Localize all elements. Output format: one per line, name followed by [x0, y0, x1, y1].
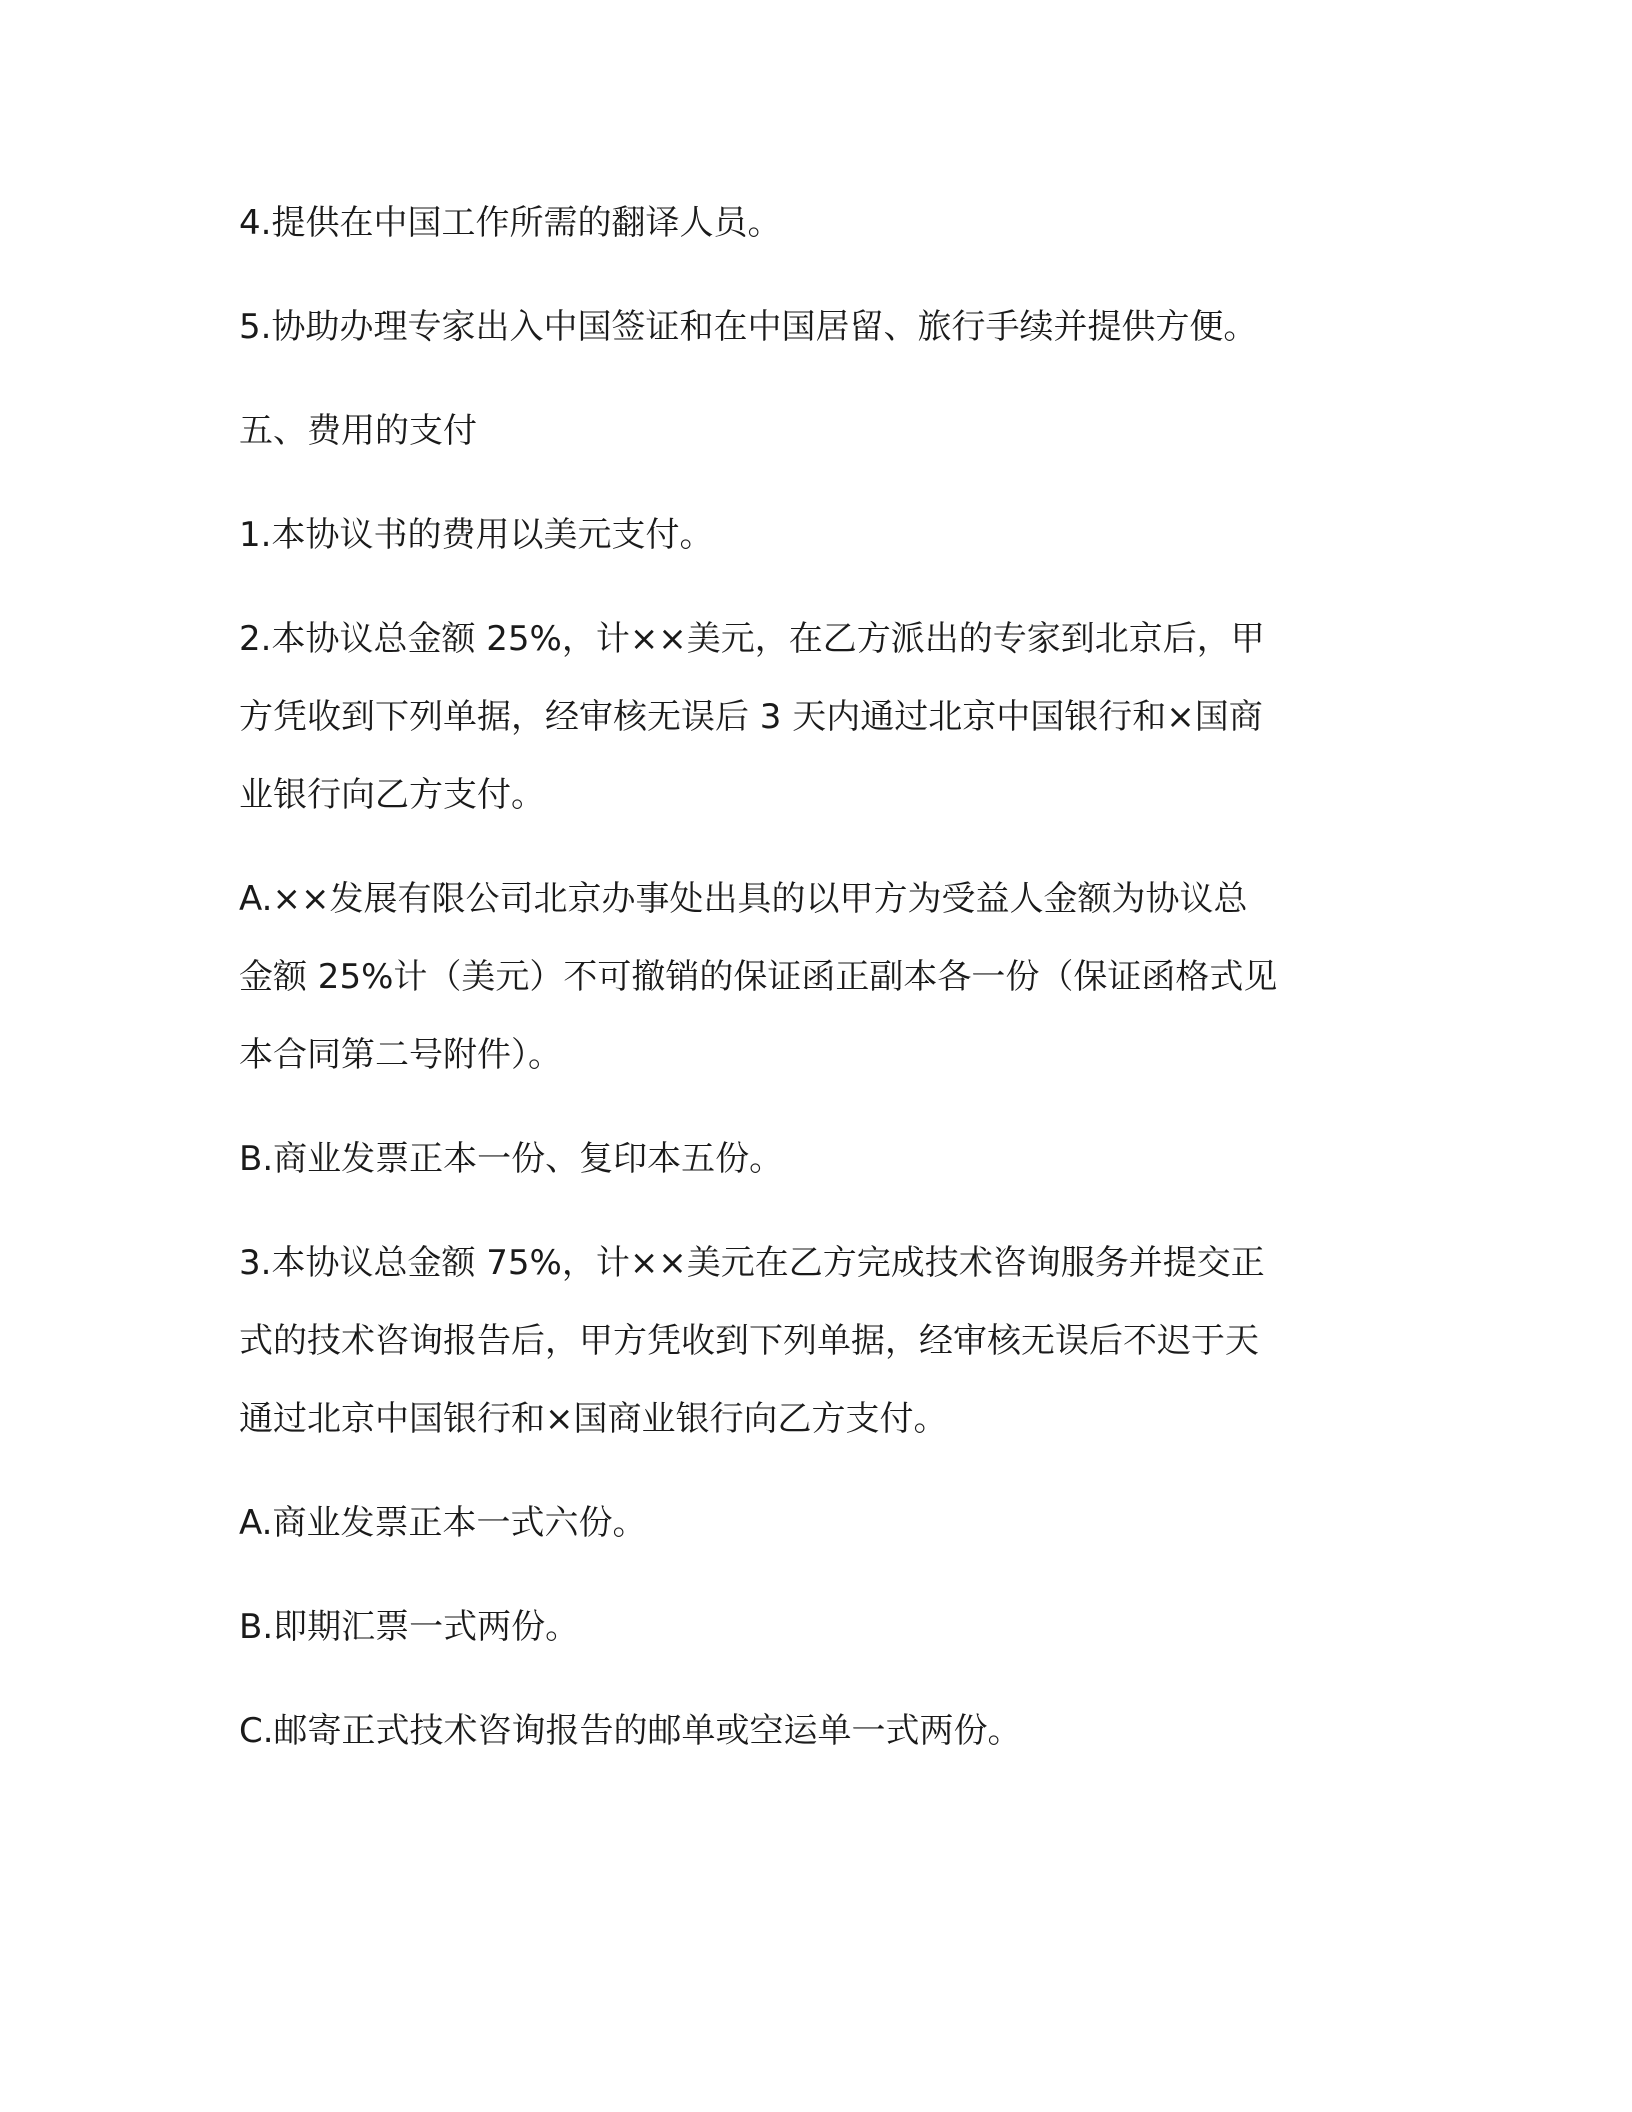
text-line: A.××发展有限公司北京办事处出具的以甲方为受益人金额为协议总	[239, 879, 1248, 919]
text-line: 业银行向乙方支付。	[239, 775, 545, 815]
text-line: 金额 25%计（美元）不可撤销的保证函正副本各一份（保证函格式见	[239, 957, 1278, 997]
text-line: 五、费用的支付	[239, 411, 477, 451]
paragraph-item-5	[239, 288, 1389, 366]
text-line: 3.本协议总金额 75%，计××美元在乙方完成技术咨询服务并提交正	[239, 1243, 1265, 1283]
paragraph-payment-2a	[239, 860, 1389, 1094]
text-line: B.即期汇票一式两份。	[239, 1607, 580, 1647]
section-heading-payment	[239, 392, 1389, 470]
document-body	[239, 184, 1389, 1796]
paragraph-payment-3c	[239, 1692, 1389, 1770]
paragraph-payment-2b	[239, 1120, 1389, 1198]
paragraph-payment-3	[239, 1224, 1389, 1458]
text-line: 本合同第二号附件）。	[239, 1035, 562, 1075]
text-line: A.商业发票正本一式六份。	[239, 1503, 647, 1543]
paragraph-payment-3a	[239, 1484, 1389, 1562]
text-line: 5.协助办理专家出入中国签证和在中国居留、旅行手续并提供方便。	[239, 307, 1258, 347]
paragraph-payment-3b	[239, 1588, 1389, 1666]
paragraph-payment-1	[239, 496, 1389, 574]
text-line: 方凭收到下列单据，经审核无误后 3 天内通过北京中国银行和×国商	[239, 697, 1263, 737]
text-line: 1.本协议书的费用以美元支付。	[239, 515, 714, 555]
text-line: 4.提供在中国工作所需的翻译人员。	[239, 203, 782, 243]
paragraph-item-4	[239, 184, 1389, 262]
text-line: C.邮寄正式技术咨询报告的邮单或空运单一式两份。	[239, 1711, 1022, 1751]
text-line: 式的技术咨询报告后，甲方凭收到下列单据，经审核无误后不迟于天	[239, 1321, 1259, 1361]
text-line: 2.本协议总金额 25%，计××美元，在乙方派出的专家到北京后，甲	[239, 619, 1265, 659]
text-line: B.商业发票正本一份、复印本五份。	[239, 1139, 784, 1179]
text-line: 通过北京中国银行和×国商业银行向乙方支付。	[239, 1399, 948, 1439]
paragraph-payment-2	[239, 600, 1389, 834]
